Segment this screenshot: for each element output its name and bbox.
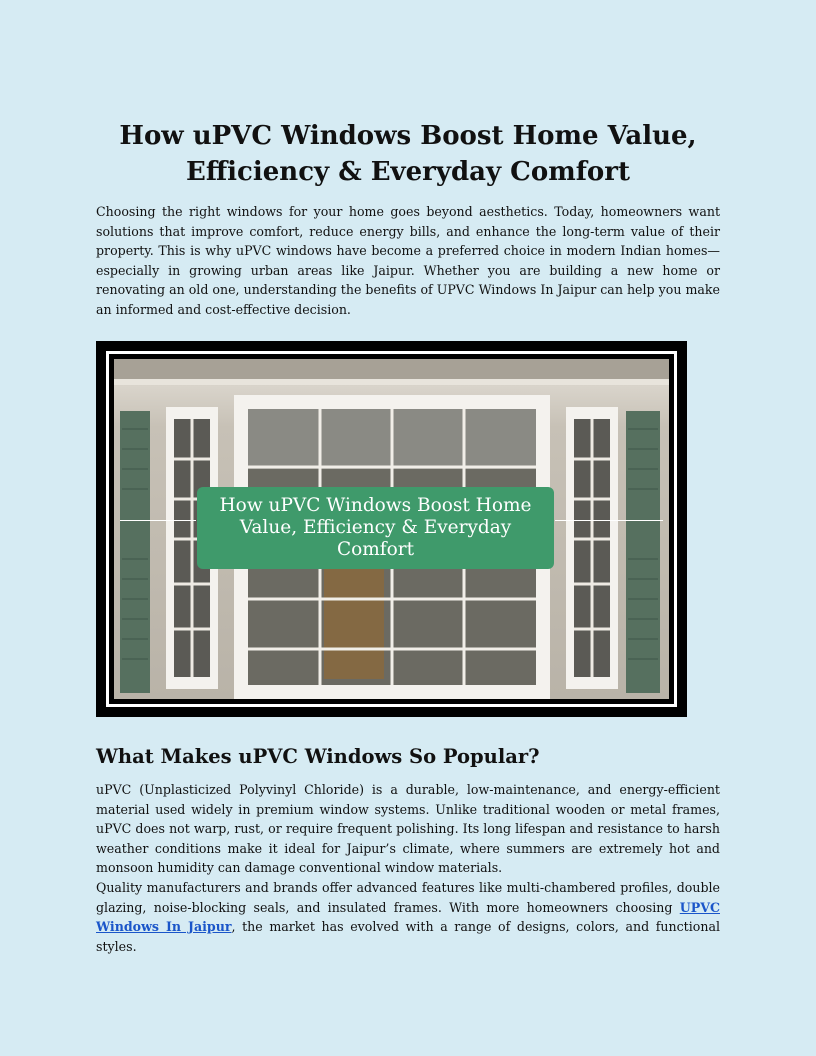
hero-image: [96, 341, 687, 717]
hero-banner: [197, 487, 554, 569]
banner-rule-left: [120, 520, 196, 521]
intro-paragraph: Choosing the right windows for your home goes beyond aesthetics. Today, homeowners want solutions that improve comfort, reduce energy bills, and enhance the long-term value of their property. This is why uPVC windows have become a preferred choice in modern Indian homes—especially in growing urban areas like Jaipur. Whether you are building a new home or renovating an old one, understanding the benefits of UPVC Windows In Jaipur can help you make an informed and cost-effective decision.: [96, 204, 720, 317]
document-header: [96, 118, 720, 320]
section-paragraph-1: uPVC (Unplasticized Polyvinyl Chloride) is a durable, low-maintenance, and energy-efficient material used widely in premium window systems. Unlike traditional wooden or metal frames, uPVC does not warp, rust, or require frequent polishing. Its long lifespan and resistance to harsh weather conditions make it ideal for Jaipur’s climate, where summers are extremely hot and monsoon humidity can damage conventional window materials.: [96, 782, 720, 876]
banner-rule-right: [555, 520, 663, 521]
paragraph-2-tail: , the market has evolved with a range of designs, colors, and functional styles.: [96, 919, 720, 954]
hero-banner-text: How uPVC Windows Boost Home Value, Efficiency & Everyday Comfort: [219, 495, 532, 560]
paragraph-2-lead: Quality manufacturers and brands offer advanced features like multi-chambered profiles, double glazing, noise-blocking seals, and insulated frames. With more homeowners choosing: [96, 879, 720, 915]
page-title: How uPVC Windows Boost Home Value, Efficiency & Everyday Comfort: [119, 121, 697, 187]
section-paragraph-2: [96, 878, 720, 956]
upvc-windows-jaipur-link[interactable]: UPVC Windows In Jaipur: [96, 899, 720, 935]
section-heading: What Makes uPVC Windows So Popular?: [96, 745, 540, 768]
popularity-section: [96, 744, 720, 956]
